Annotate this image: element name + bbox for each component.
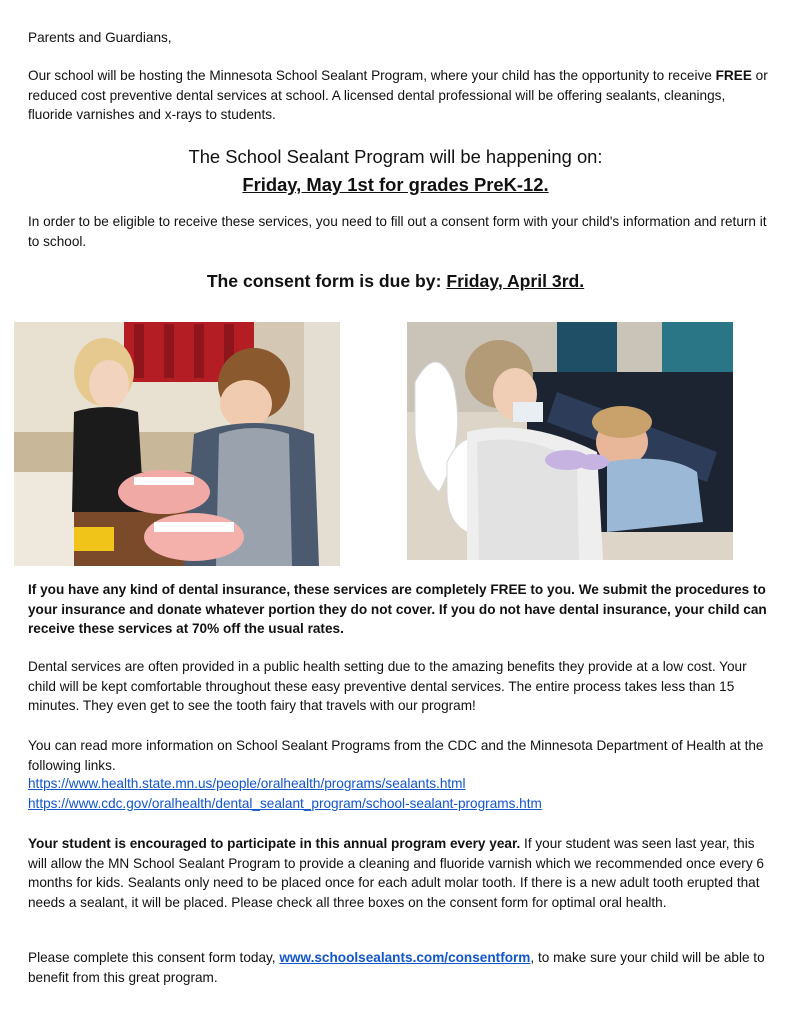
annual-program-paragraph: Your student is encouraged to participate in this annual program every year. If your student was seen last year, this will allow the MN School Sealant Program to provide a cleaning and fluoride varnish which we recommended once every 6 months for kids. Sealants only need to be placed once for each adult molar tooth. If there is a new adult tooth erupted that needs a sealant, it will be placed. Please check all three boxes on the consent form for optimal oral health.: [28, 836, 764, 910]
cdc-info-paragraph: You can read more information on School Sealant Programs from the CDC and the Minnesota Department of Health at the following links.: [28, 738, 764, 773]
consent-due-heading: The consent form is due by: Friday, April 3rd.: [206, 271, 585, 291]
consent-form-link[interactable]: www.schoolsealants.com/consentform: [279, 950, 531, 965]
intro-paragraph: Our school will be hosting the Minnesota School Sealant Program, where your child has the opportunity to receive FREE or reduced cost preventive dental services at school. A licensed dental professional will be offering sealants, cleanings, fluoride varnishes and x-rays to students.: [28, 68, 768, 123]
eligibility-paragraph: In order to be eligible to receive these services, you need to fill out a consent form with your child's information and return it to school.: [28, 214, 767, 249]
children-toothbrush-illustration: [14, 322, 340, 566]
program-date: Friday, May 1st for grades PreK-12.: [242, 174, 549, 195]
free-emphasis: FREE: [715, 68, 752, 83]
services-paragraph: Dental services are often provided in a public health setting due to the amazing benefits they provide at a low cost. Your child will be kept comfortable throughout these easy preventive dental services. The entire process takes less than 15 minutes. They even get to see the tooth fairy that travels with our program!: [28, 659, 747, 714]
due-date: Friday, April 3rd.: [446, 271, 585, 291]
greeting: Parents and Guardians,: [28, 30, 172, 45]
program-heading: The School Sealant Program will be happening on:: [188, 146, 603, 167]
complete-form-paragraph: Please complete this consent form today, www.schoolsealants.com/consentform, to make sure your child will be able to benefit from this great program.: [28, 950, 765, 985]
tooth-fairy-illustration: [407, 322, 733, 560]
insurance-paragraph: If you have any kind of dental insurance, these services are completely FREE to you. We submit the procedures to your insurance and donate whatever portion they do not cover. If you do not have dental insurance, your child can receive these services at 70% off the usual rates.: [28, 582, 767, 637]
tooth-fairy-dental-photo: [407, 322, 733, 560]
children-toothbrush-photo: [14, 322, 340, 566]
resource-links: [28, 774, 542, 813]
cdc-sealant-program-link[interactable]: https://www.cdc.gov/oralhealth/dental_sealant_program/school-sealant-programs.htm: [28, 795, 542, 811]
annual-emphasis: Your student is encouraged to participate in this annual program every year.: [28, 836, 521, 851]
mdh-sealants-link[interactable]: https://www.health.state.mn.us/people/oralhealth/programs/sealants.html: [28, 776, 466, 791]
